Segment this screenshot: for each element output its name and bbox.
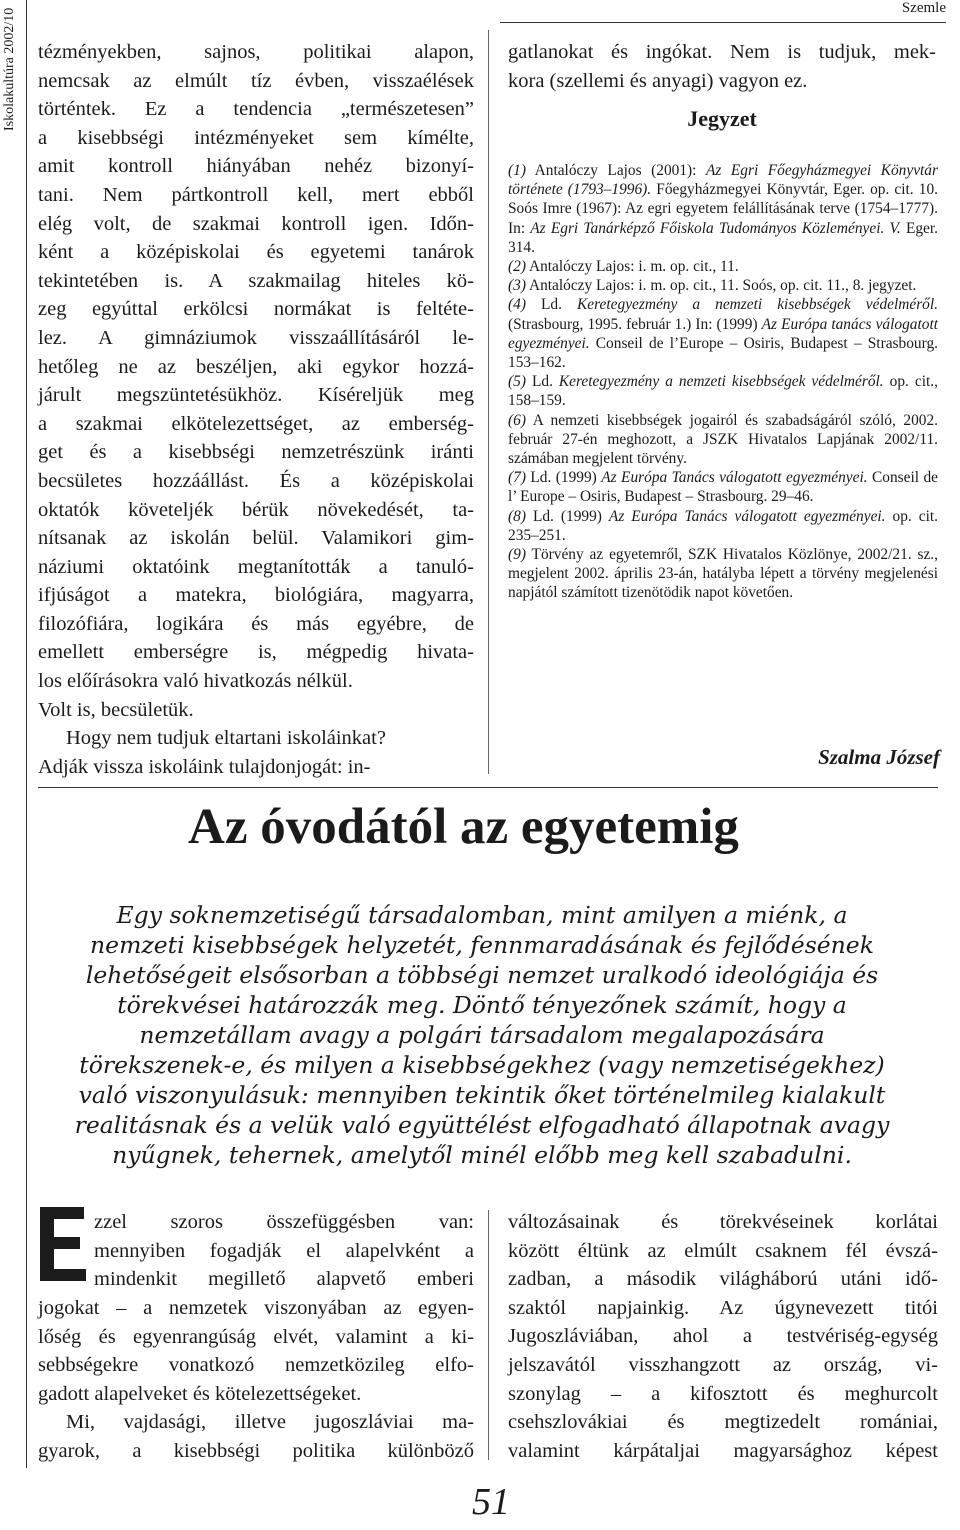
footnote-item <box>508 161 938 257</box>
lead-line: realitásnak és a velük való együttélést elfogadható állapotnak avagy <box>74 1111 890 1139</box>
text-line: Hogy nem tudjuk eltartani iskoláinkat? <box>66 727 386 750</box>
text-line: gadott alapelveket és kötelezettségeket. <box>38 1382 362 1405</box>
footnote-number: (7) <box>508 469 526 487</box>
left-column-top <box>38 38 474 781</box>
text-line: ként a középiskolai és egyetemi tanárok <box>38 241 474 264</box>
footnote-text: Antalóczy Lajos: i. m. op. cit., 11. <box>528 258 739 276</box>
text-line: elég volt, de szakmai kontroll igen. Időn- <box>38 212 474 235</box>
text-line: tézményekben, sajnos, politikai alapon, <box>38 41 474 63</box>
text-line: filozófiára, logikára és más egyébre, de <box>38 612 474 635</box>
text-line: tekintetében is. A szakmailag hiteles kö- <box>38 269 474 292</box>
footnote-number: (5) <box>508 373 526 391</box>
drop-cap-e <box>38 1205 88 1283</box>
text-line: a szakmai elkötelezettséget, az emberség- <box>38 412 474 435</box>
notes-heading: Jegyzet <box>687 106 757 131</box>
footnote-text: Ld. (1999) Az Európa Tanács válogatott egyezményei. Conseil de l’ Europe – Osiris, Budapest – Strasbourg. 29–46. <box>508 469 938 506</box>
footnote-item <box>508 295 938 372</box>
text-line: zeg egyúttal erkölcsi normákat is feltéte- <box>38 298 474 321</box>
footnote-text: Ld. Keretegyezmény a nemzeti kisebbségek védelméről. op. cit., 158–159. <box>508 373 938 410</box>
text-line: hetőleg ne az beszéljen, aki egykor hozzá- <box>38 355 474 378</box>
footnote-item <box>508 257 938 276</box>
text-line: változásainak és törekvéseinek korlátai <box>508 1211 938 1233</box>
right-column-top <box>508 38 936 95</box>
side-rule <box>26 0 27 1468</box>
text-line: mennyiben fogadják el alapelvként a <box>94 1239 474 1262</box>
body-left-dropcap-lines <box>94 1208 474 1294</box>
text-line: Volt is, becsületük. <box>38 698 194 721</box>
header-rule <box>500 22 946 23</box>
text-line: szaktól napjainkig. Az úgynevezett titói <box>508 1296 938 1319</box>
text-line: emellett emberségre is, mégpedig hivata- <box>38 641 474 664</box>
footnote-number: (1) <box>508 162 526 179</box>
footnote-item <box>508 276 938 295</box>
lead-line: Egy soknemzetiségű társadalomban, mint amilyen a miénk, a <box>116 901 848 929</box>
lead-line: törekvései határozzák meg. Döntő tényezőnek számít, hogy a <box>117 991 847 1019</box>
footnote-number: (3) <box>508 277 526 295</box>
footnote-item <box>508 372 938 410</box>
column-separator-top <box>488 30 489 774</box>
text-line: mindenkit megillető alapvető emberi <box>94 1268 474 1291</box>
text-line: gyarok, a kisebbségi politika különböző <box>38 1439 474 1462</box>
page-number: 51 <box>472 1481 510 1523</box>
text-line: történtek. Ez a tendencia „természetesen” <box>38 98 474 121</box>
footnote-item <box>508 468 938 506</box>
text-line: valamint kárpátaljai magyarsághoz képest <box>508 1439 938 1462</box>
text-line: Jugoszláviában, ahol a testvériség-egység <box>508 1325 938 1348</box>
lead-line: nemzetállam avagy a polgári társadalom megalapozására <box>139 1021 825 1049</box>
footnote-text: Antalóczy Lajos: i. m. op. cit., 11. Soós, op. cit. 11., 8. jegyzet. <box>528 277 917 295</box>
footnotes <box>508 161 938 603</box>
text-line: a kisebbségi intézményeket sem kímélte, <box>38 126 474 149</box>
lead-line: nyűgnek, tehernek, amelytől minél előbb meg kell szabadulni. <box>112 1141 852 1169</box>
lead-line: lehetőségeit elsősorban a többségi nemzet uralkodó ideológiája és <box>85 961 879 989</box>
footnote-item <box>508 507 938 545</box>
text-line: lez. A gimnáziumok visszaállításáról le- <box>38 326 474 349</box>
text-line: járult megszüntetésükhöz. Kíséreljük meg <box>38 384 474 407</box>
footnote-text: A nemzeti kisebbségek jogairól és szabadságáról szóló, 2002. február 27-én meghozott, a JSZK Hivatalos Lapjának 2002/11. számában megjelent törvény. <box>508 411 939 468</box>
text-line: náziumi oktatóink megtanították a tanuló- <box>38 555 474 578</box>
text-line: becsületes hozzáállást. És a középiskolai <box>38 469 474 492</box>
footnote-item <box>508 545 938 603</box>
section-header: Szemle <box>901 0 946 16</box>
text-line: sebbségekre vonatkozó nemzetközileg elfo- <box>38 1354 474 1377</box>
author-signature: Szalma József <box>818 745 940 769</box>
text-line: csehszlovákiai és megtizedelt romániai, <box>508 1411 938 1434</box>
text-line: zzel szoros összefüggésben van: <box>94 1211 474 1233</box>
article-lead <box>44 900 920 1170</box>
footnote-text: Ld. (1999) Az Európa Tanács válogatott egyezményei. op. cit. 235–251. <box>508 507 938 544</box>
text-line: szonylag – a kifosztott és meghurcolt <box>508 1382 938 1405</box>
text-line: tani. Nem pártkontroll kell, mert ebből <box>38 183 474 206</box>
side-margin <box>0 0 26 1530</box>
text-line: nemcsak az elmúlt tíz évben, visszaélések <box>38 69 474 92</box>
text-line: gatlanokat és ingókat. Nem is tudjuk, mek- <box>508 41 936 63</box>
text-line: oktatók követeljék bérük növekedését, ta- <box>38 498 474 521</box>
text-line: jogokat – a nemzetek viszonyában az egyen- <box>38 1297 474 1319</box>
footnote-item <box>508 411 938 469</box>
text-line: Mi, vajdasági, illetve jugoszláviai ma- <box>66 1411 474 1434</box>
journal-running-head: Iskolakultúra 2002/10 <box>2 8 17 132</box>
text-line: amit kontroll hiányában nehéz bizonyí- <box>38 155 474 178</box>
text-line: zadban, a második világháború utáni idő- <box>508 1268 938 1291</box>
footnote-number: (4) <box>508 296 526 314</box>
footnote-text: Ld. Keretegyezmény a nemzeti kisebbségek védelméről. (Strasbourg, 1995. február 1.) In: (1999) Az Európa tanács válogatott egyezményei. Conseil de l’Europe – Osiris, Budapest – Strasbourg. 153–162. <box>508 296 938 372</box>
article-divider <box>38 787 938 788</box>
lead-line: nemzeti kisebbségek helyzetét, fennmaradásának és fejlődésének <box>90 931 874 959</box>
text-line: ifjúságot a matekra, biológiára, magyarra, <box>38 584 474 607</box>
footnote-text: Törvény az egyetemről, SZK Hivatalos Közlönye, 2002/21. sz., megjelent 2002. április 23-án, hatályba lépett a törvény megjelenési napjától számított tizenötödik napot követően. <box>508 546 938 602</box>
article-title: Az óvodától az egyetemig <box>188 799 739 855</box>
lead-line: való viszonyulásuk: mennyiben tekintik őket történelmileg kialakult <box>78 1081 886 1109</box>
text-line: lőség és egyenrangúság elvét, valamint a ki- <box>38 1325 474 1348</box>
text-line: kora (szellemi és anyagi) vagyon ez. <box>508 69 808 92</box>
column-separator-bottom <box>488 1210 489 1460</box>
footnote-number: (6) <box>508 411 526 429</box>
text-line: jelszavától visszhangzott az ország, vi- <box>508 1353 938 1376</box>
text-line: get és a kisebbségi nemzetrészünk iránti <box>38 441 474 464</box>
lead-line: törekszenek-e, és milyen a kisebbségekhez (vagy nemzetiségekhez) <box>79 1051 885 1079</box>
text-line: között éltünk az elmúlt csaknem fél évszá- <box>508 1239 938 1262</box>
text-line: Adják vissza iskoláink tulajdonjogát: in- <box>38 755 371 778</box>
body-right-column <box>508 1208 938 1465</box>
footnote-text: Antalóczy Lajos (2001): Az Egri Főegyházmegyei Könyvtár története (1793–1996). Főegyházmegyei Könyvtár, Eger. op. cit. 10. Soós Imre (1967): Az egri egyetem felállításának terve (1754–1777). In: Az Egri Tanárképző Főiskola Tudományos Közleményei. V. Eger. 314. <box>508 162 938 256</box>
footnote-number: (9) <box>508 546 526 564</box>
footnote-number: (8) <box>508 507 526 525</box>
text-line: nítsanak az iskolán belül. Valamikori gim- <box>38 527 474 550</box>
body-left-column <box>38 1294 474 1466</box>
text-line: los előírásokra való hivatkozás nélkül. <box>38 670 353 693</box>
footnote-number: (2) <box>508 258 526 276</box>
